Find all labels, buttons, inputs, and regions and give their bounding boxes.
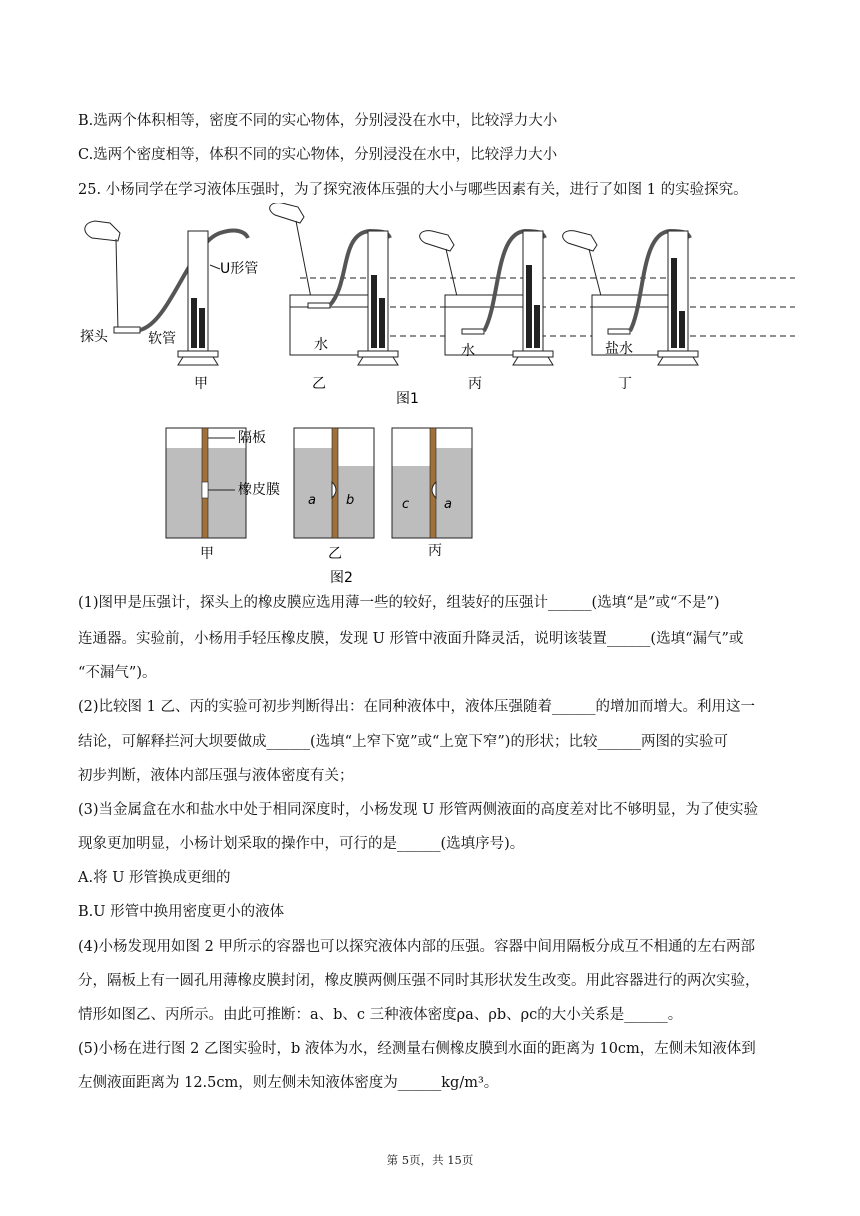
q2-line-2: 结论，可解释拦河大坝要做成______(选填“上窄下宽”或“上宽下窄”)的形状；比较______两图的实验可: [78, 734, 728, 750]
caption-jia-fig1: 甲: [194, 376, 208, 392]
option-c-prev: C.选两个密度相等，体积不同的实心物体，分别浸没在水中，比较浮力大小: [78, 147, 558, 163]
figure-1-title: 图1: [396, 391, 419, 407]
q5-line-2: 左侧液面距离为 12.5cm，则左侧未知液体密度为______kg/m³。: [78, 1075, 499, 1091]
option-b-prev: B.选两个体积相等，密度不同的实心物体，分别浸没在水中，比较浮力大小: [78, 113, 558, 129]
q2-line-3: 初步判断，液体内部压强与液体密度有关；: [78, 768, 354, 784]
label-membrane: 橡皮膜: [238, 482, 280, 498]
q3-line-1: (3)当金属盒在水和盐水中处于相同深度时，小杨发现 U 形管两侧液面的高度差对比不够明显，为了使实验: [78, 802, 758, 818]
q1-line-1: (1)图甲是压强计，探头上的橡皮膜应选用薄一些的较好，组装好的压强计______(选填“是”或“不是”): [78, 595, 720, 611]
figure-2: [160, 420, 480, 590]
q4-line-3: 情形如图乙、丙所示。由此可推断：a、b、c 三种液体密度ρa、ρb、ρc的大小关系是______。: [78, 1007, 683, 1023]
caption-bing-fig2: 丙: [428, 543, 442, 559]
caption-ding-fig1: 丁: [618, 376, 632, 392]
q1-line-2: 连通器。实验前，小杨用手轻压橡皮膜，发现 U 形管中液面升降灵活，说明该装置______(选填“漏气”或: [78, 631, 744, 647]
caption-yi-fig1: 乙: [312, 376, 326, 392]
question-25-stem: 25. 小杨同学在学习液体压强时，为了探究液体压强的大小与哪些因素有关，进行了如图 1 的实验探究。: [78, 182, 748, 198]
figure-1: [70, 203, 800, 408]
q2-line-1: (2)比较图 1 乙、丙的实验可初步判断得出：在同种液体中，液体压强随着______的增加而增大。利用这一: [78, 699, 755, 715]
label-water-bing: 水: [461, 343, 475, 359]
q5-line-1: (5)小杨在进行图 2 乙图实验时，b 液体为水，经测量右侧橡皮膜到水面的距离为 10cm，左侧未知液体到: [78, 1041, 756, 1057]
label-liquid-b: b: [346, 493, 355, 508]
q4-line-1: (4)小杨发现用如图 2 甲所示的容器也可以探究液体内部的压强。容器中间用隔板分成互不相通的左右两部: [78, 939, 755, 955]
label-partition: 隔板: [238, 430, 266, 446]
label-liquid-a-yi: a: [308, 493, 316, 508]
label-liquid-a-bing: a: [444, 497, 452, 512]
q3-option-a: A.将 U 形管换成更细的: [78, 870, 231, 886]
label-u-tube: U形管: [220, 261, 259, 277]
q1-line-3: “不漏气”)。: [78, 665, 157, 681]
apparatus-yi: [270, 203, 398, 365]
label-liquid-c: c: [402, 497, 410, 512]
container-bing: [392, 428, 472, 538]
caption-yi-fig2: 乙: [328, 546, 342, 562]
q4-line-2: 分，隔板上有一圆孔用薄橡皮膜封闭，橡皮膜两侧压强不同时其形状发生改变。用此容器进行的两次实验，: [78, 973, 760, 989]
q3-option-b: B.U 形管中换用密度更小的液体: [78, 904, 285, 920]
caption-bing-fig1: 丙: [468, 376, 482, 392]
caption-jia-fig2: 甲: [200, 546, 214, 562]
label-brine: 盐水: [605, 341, 633, 357]
container-jia: [166, 428, 246, 538]
label-hose: 软管: [148, 331, 176, 347]
label-probe: 探头: [80, 329, 108, 345]
page-footer: 第 5页，共 15页: [386, 1153, 474, 1167]
q3-line-2: 现象更加明显，小杨计划采取的操作中，可行的是______(选填序号)。: [78, 836, 525, 852]
label-water-yi: 水: [314, 337, 328, 353]
apparatus-bing: [420, 231, 553, 365]
figure-2-title: 图2: [330, 570, 353, 586]
container-yi: [294, 428, 374, 538]
